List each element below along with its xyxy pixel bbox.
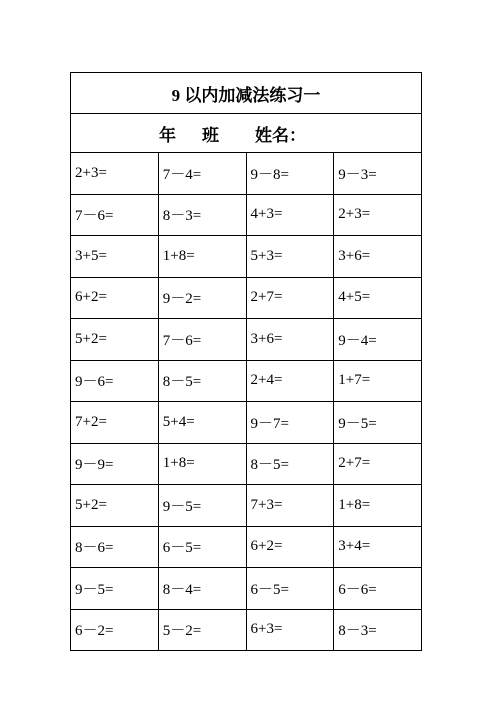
problem-row [71,153,422,195]
problem-cell: 8－5= [246,443,334,485]
problem-cell: 2+3= [334,194,422,236]
problem-cell: 9－2= [158,277,246,319]
problem-row [71,277,422,319]
problem-cell: 6+3= [246,609,334,651]
problem-row [71,609,422,651]
problem-cell: 5+2= [71,319,159,361]
problem-row [71,236,422,278]
year-label: 年 [159,125,176,145]
problem-cell: 8－4= [158,568,246,610]
problem-cell: 5－2= [158,609,246,651]
problem-cell: 6－6= [334,568,422,610]
problem-cell: 7－4= [158,153,246,195]
problem-cell: 9－3= [334,153,422,195]
problem-cell: 6－5= [246,568,334,610]
problem-cell: 9－7= [246,402,334,444]
problem-cell: 9－5= [71,568,159,610]
problem-cell: 4+5= [334,277,422,319]
problem-cell: 8－3= [334,609,422,651]
name-label: 姓名： [255,125,306,145]
problem-cell: 3+5= [71,236,159,278]
problem-cell: 7－6= [158,319,246,361]
worksheet-body [71,73,422,651]
problem-cell: 2+4= [246,360,334,402]
problem-cell: 9－8= [246,153,334,195]
problem-cell: 7+3= [246,485,334,527]
problem-cell: 9－5= [334,402,422,444]
problem-cell: 7－6= [71,194,159,236]
problem-row [71,319,422,361]
problem-cell: 6－5= [158,526,246,568]
title-row [71,73,422,114]
problem-cell: 4+3= [246,194,334,236]
problem-cell: 7+2= [71,402,159,444]
problem-cell: 8－3= [158,194,246,236]
problem-row [71,568,422,610]
problem-cell: 3+4= [334,526,422,568]
class-label: 班 [202,125,219,145]
problem-cell: 9－5= [158,485,246,527]
problem-cell: 5+4= [158,402,246,444]
problem-cell: 1+8= [158,443,246,485]
problem-row [71,402,422,444]
problem-cell: 1+7= [334,360,422,402]
problem-cell: 5+3= [246,236,334,278]
problem-cell: 1+8= [158,236,246,278]
problem-cell: 8－5= [158,360,246,402]
student-info-cell [71,114,422,153]
worksheet-table [70,72,422,651]
problem-cell: 3+6= [334,236,422,278]
problem-cell: 6－2= [71,609,159,651]
problem-row [71,443,422,485]
problem-cell: 2+3= [71,153,159,195]
worksheet-title: 9 以内加减法练习一 [71,73,422,114]
problem-cell: 2+7= [246,277,334,319]
problem-cell: 6+2= [71,277,159,319]
problem-row [71,485,422,527]
problem-cell: 2+7= [334,443,422,485]
problem-cell: 1+8= [334,485,422,527]
problem-row [71,360,422,402]
problem-cell: 9－4= [334,319,422,361]
problem-cell: 9－6= [71,360,159,402]
problem-cell: 8－6= [71,526,159,568]
problem-cell: 5+2= [71,485,159,527]
student-info-row [71,114,422,153]
problem-cell: 6+2= [246,526,334,568]
problem-cell: 3+6= [246,319,334,361]
problem-row [71,526,422,568]
problem-cell: 9－9= [71,443,159,485]
problem-row [71,194,422,236]
